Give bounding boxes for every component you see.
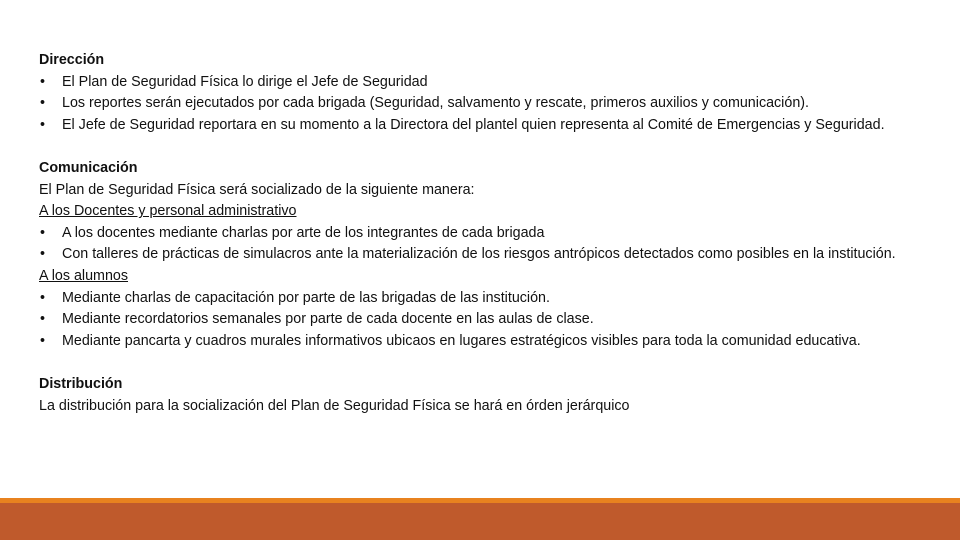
spacer bbox=[39, 352, 939, 374]
comunicacion-intro: El Plan de Seguridad Física será socializado de la siguiente manera: bbox=[39, 181, 475, 198]
direccion-list bbox=[39, 72, 939, 137]
subheading-docentes: A los Docentes y personal administrativo bbox=[39, 203, 297, 220]
list-item: • A los docentes mediante charlas por arte de los integrantes de cada brigada bbox=[39, 223, 939, 245]
section-heading-comunicacion: Comunicación bbox=[39, 159, 138, 176]
list-item: • El Jefe de Seguridad reportara en su momento a la Directora del plantel quien representa al Comité de Emergencias y Seguridad. bbox=[39, 115, 939, 137]
section-heading-direccion: Dirección bbox=[39, 52, 105, 68]
distribucion-text: La distribución para la socialización del Plan de Seguridad Física se hará en órden jerárquico bbox=[39, 397, 630, 414]
docentes-list bbox=[39, 223, 939, 266]
section-heading-distribucion: Distribución bbox=[39, 375, 123, 392]
alumnos-list bbox=[39, 288, 939, 353]
subheading-alumnos: A los alumnos bbox=[39, 267, 129, 284]
footer-bar bbox=[0, 503, 960, 540]
list-item: • Mediante charlas de capacitación por parte de las brigadas de las institución. bbox=[39, 288, 939, 310]
slide-body bbox=[39, 50, 939, 417]
list-item: • Los reportes serán ejecutados por cada brigada (Seguridad, salvamento y rescate, primeros auxilios y comunicación). bbox=[39, 93, 939, 115]
list-item: • Con talleres de prácticas de simulacros ante la materialización de los riesgos antrópicos detectados como posibles en la institución. bbox=[39, 244, 939, 266]
list-item: • El Plan de Seguridad Física lo dirige el Jefe de Seguridad bbox=[39, 72, 939, 94]
list-item: • Mediante recordatorios semanales por parte de cada docente en las aulas de clase. bbox=[39, 309, 939, 331]
spacer bbox=[39, 136, 939, 158]
list-item: • Mediante pancarta y cuadros murales informativos ubicaos en lugares estratégicos visibles para toda la comunidad educativa. bbox=[39, 331, 939, 353]
